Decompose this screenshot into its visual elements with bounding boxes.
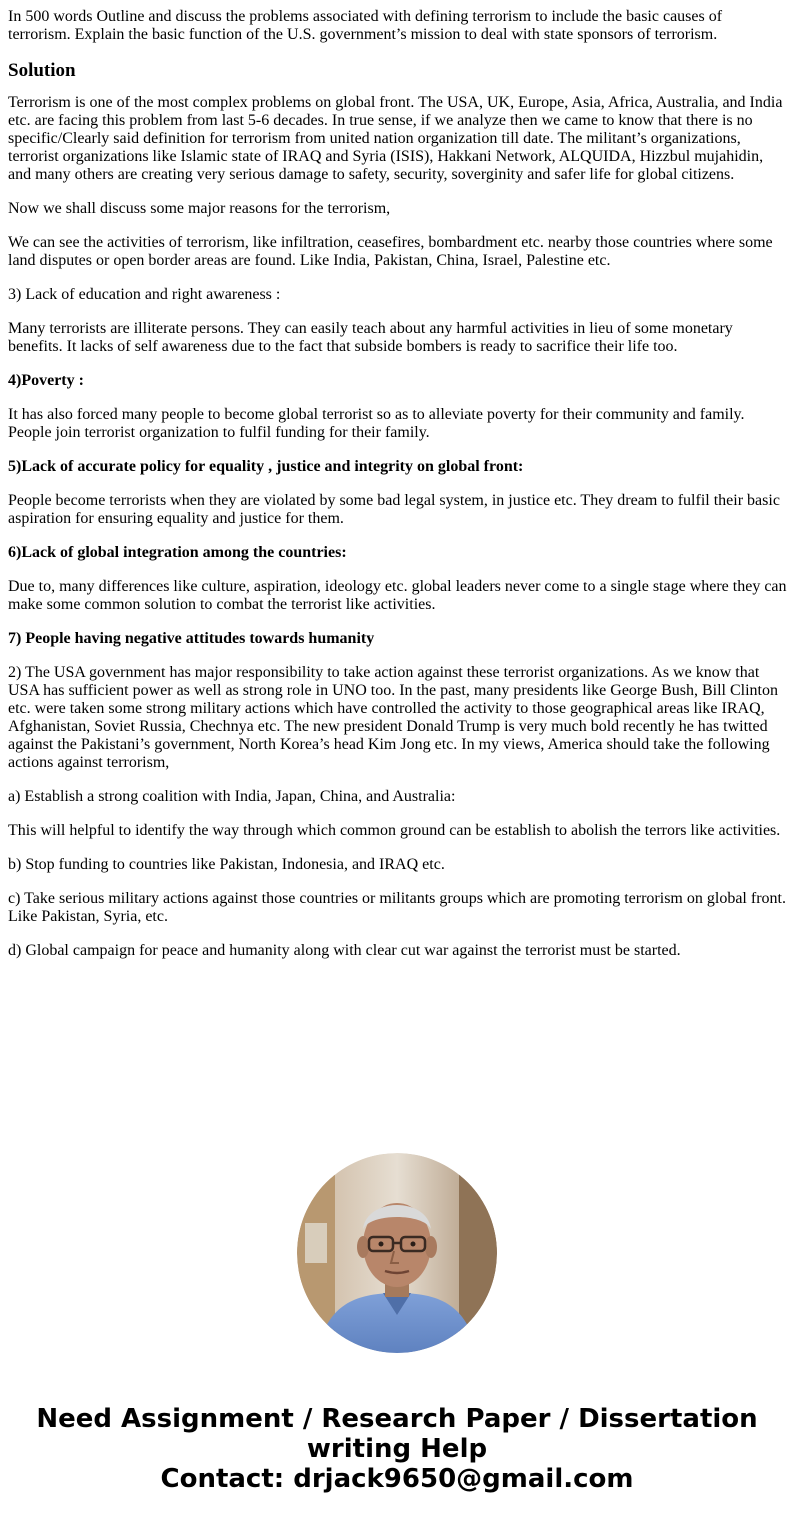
action-d: d) Global campaign for peace and humanity along with clear cut war against the terrorist must be started. [8,942,681,959]
paragraph-poverty: It has also forced many people to become global terrorist so as to alleviate poverty for their community and family. People join terrorist organization to fulfil funding for their family. [8,406,745,441]
solution-heading: Solution [8,60,76,81]
contact-footer [0,1404,794,1494]
footer-line-2: writing Help [306,1434,488,1464]
question-text: In 500 words Outline and discuss the problems associated with defining terrorism to include the basic causes of terrorism. Explain the basic function of the U.S. government’s mission to deal with state sponsors of terrorism. [8,8,723,43]
paragraph-intro: Terrorism is one of the most complex problems on global front. The USA, UK, Europe, Asia, Africa, Australia, and India etc. are facing this problem from last 5-6 decades. In true sense, if we analyze then we came to know that there is no specific/Clearly said definition for terrorism from united nation organization till date. The militant’s organizations, terrorist organizations like Islamic state of IRAQ and Syria (ISIS), Hakkani Network, ALQUIDA, Hizzbul mujahidin, and many others are creating very serious damage to safety, security, soverginity and safer life for global citizens. [8,94,783,183]
paragraph-integration: Due to, many differences like culture, aspiration, ideology etc. global leaders never come to a single stage where they can make some common solution to combat the terrorist like activities. [8,578,787,613]
point-attitudes-heading: 7) People having negative attitudes towards humanity [8,630,375,647]
paragraph-usa-government: 2) The USA government has major responsibility to take action against these terrorist organizations. As we know that USA has sufficient power as well as strong role in UNO too. In the past, many presidents like George Bush, Bill Clinton etc. were taken some strong military actions which have controlled the activity to those geographical areas like IRAQ, Afghanistan, Soviet Russia, Chechnya etc. The new president Donald Trump is very much bold recently he has twitted against the Pakistani’s government, North Korea’s head Kim Jong etc. In my views, America should take the following actions against terrorism, [8,664,778,771]
paragraph-education: Many terrorists are illiterate persons. They can easily teach about any harmful activities in lieu of some monetary benefits. It lacks of self awareness due to the fact that subside bombers is ready to sacrifice their life too. [8,320,733,355]
point-education-heading: 3) Lack of education and right awareness : [8,286,281,303]
action-c: c) Take serious military actions against those countries or militants groups which are promoting terrorism on global front. Like Pakistan, Syria, etc. [8,890,786,925]
action-b: b) Stop funding to countries like Pakistan, Indonesia, and IRAQ etc. [8,856,445,873]
point-integration-heading: 6)Lack of global integration among the countries: [8,544,347,561]
point-poverty-heading: 4)Poverty : [8,372,84,389]
point-policy-heading: 5)Lack of accurate policy for equality , justice and integrity on global front: [8,458,524,475]
author-avatar [297,1153,497,1353]
footer-contact-email: Contact: drjack9650@gmail.com [160,1464,634,1494]
author-photo-icon [297,1153,497,1353]
paragraph-policy: People become terrorists when they are violated by some bad legal system, in justice etc. They dream to fulfil their basic aspiration for ensuring equality and justice for them. [8,492,780,527]
paragraph-action-a: This will helpful to identify the way through which common ground can be establish to abolish the terrors like activities. [8,822,781,839]
paragraph-border-disputes: We can see the activities of terrorism, like infiltration, ceasefires, bombardment etc. nearby those countries where some land disputes or open border areas are found. Like India, Pakistan, China, Israel, Palestine etc. [8,234,773,269]
answer-content [8,8,788,976]
action-a: a) Establish a strong coalition with India, Japan, China, and Australia: [8,788,456,805]
footer-line-1: Need Assignment / Research Paper / Dissertation [36,1404,758,1434]
paragraph-reasons-lead: Now we shall discuss some major reasons for the terrorism, [8,200,391,217]
